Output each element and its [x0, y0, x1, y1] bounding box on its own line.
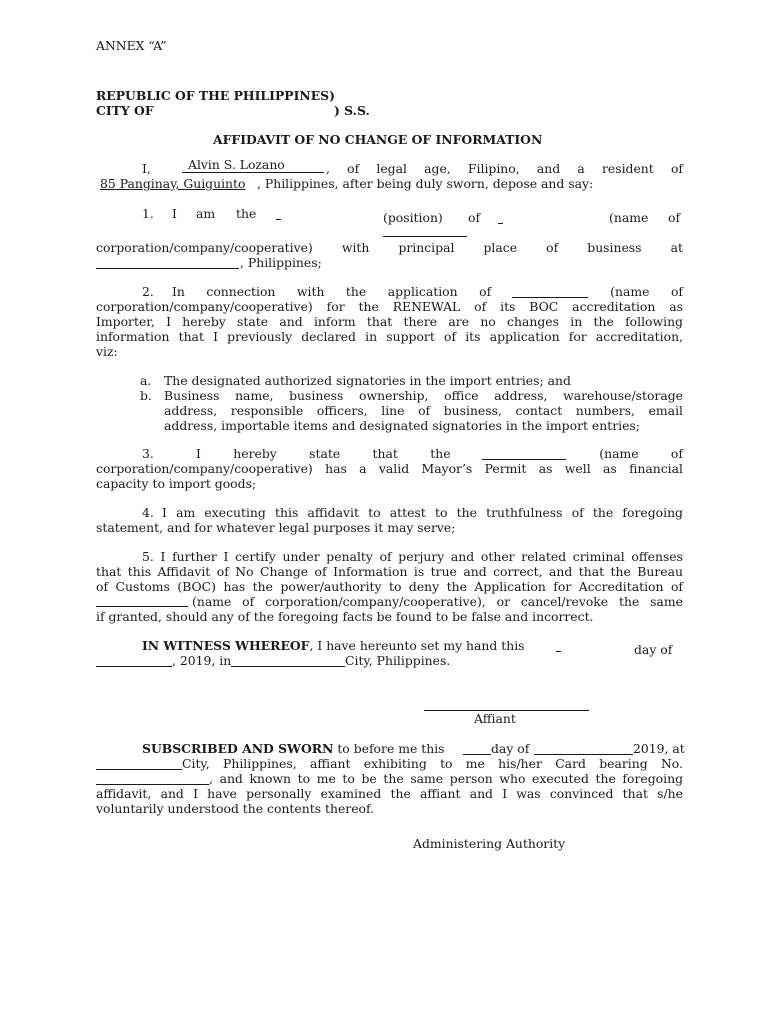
annex-label: ANNEX “A” — [96, 38, 167, 53]
item5-blank — [96, 606, 188, 607]
affiant-address: 85 Panginay, Guiguinto — [100, 176, 246, 191]
item3-paragraph: corporation/company/cooperative) has a valid Mayor’s Permit as well as financial capacity to import goods; — [96, 461, 683, 491]
intro-i: I, — [142, 161, 151, 176]
item5-line1: 5. I further I certify under penalty of perjury and other related criminal offenses — [142, 549, 683, 564]
item4-num: 4. — [142, 505, 154, 520]
witness-city-blank — [231, 666, 345, 667]
item5-line4: (name of corporation/company/cooperative), or cancel/revoke the same — [192, 594, 683, 609]
item1-line3: , Philippines; — [240, 255, 322, 270]
item4-line1: I am executing this affidavit to attest to the truthfulness of the foregoing — [162, 505, 683, 520]
item1-position: (position) — [383, 210, 443, 225]
list-item: b. Business name, business ownership, office address, warehouse/storage address, responsible officers, line of business, contact numbers, email address, importable items and designated signatories in the import entries; — [140, 388, 683, 433]
item5-paragraph: that this Affidavit of No Change of Information is true and correct, and that the Bureau of Customs (BOC) has the power/authority to deny the Application for Accreditation of — [96, 564, 683, 594]
affiant-label: Affiant — [474, 711, 516, 726]
item2-line1a: 2. — [142, 284, 154, 299]
witness-dash — [556, 651, 561, 652]
affiant-name-line — [182, 172, 324, 173]
item1-name: (name — [609, 210, 649, 225]
item2-line1: In connection with the application of (name of — [172, 284, 683, 299]
item1-w3: the — [236, 206, 257, 221]
change-list — [140, 373, 683, 433]
witness-dayof: day of — [634, 642, 673, 657]
list-item: a. The designated authorized signatories in the import entries; and — [140, 373, 571, 388]
item1-of2: of — [668, 210, 681, 225]
item1-position-line — [383, 236, 467, 237]
venue-republic: REPUBLIC OF THE PHILIPPINES) — [96, 88, 335, 103]
subscribed-dayof: day of — [491, 741, 530, 756]
administering-authority: Administering Authority — [413, 836, 566, 851]
item3-line1: I hereby state that the (name of — [196, 446, 683, 461]
item1-dash-1 — [276, 219, 281, 220]
subscribed-day-blank — [463, 754, 491, 755]
subscribed-line1: SUBSCRIBED AND SWORN to before me this — [142, 741, 445, 756]
item1-dash-2 — [498, 223, 503, 224]
item1-w1: I — [172, 206, 177, 221]
item3-blank — [482, 459, 566, 460]
intro-rest-1: , of legal age, Filipino, and a resident of — [326, 161, 683, 176]
item2-paragraph: corporation/company/cooperative) for the RENEWAL of its BOC accreditation as Importer, I hereby state and inform that there are no changes in the following information that I previously declared in support of its application for accreditation, viz: — [96, 299, 683, 359]
item4-line2: statement, and for whatever legal purposes it may serve; — [96, 520, 456, 535]
item1-line2: corporation/company/cooperative) with principal place of business at — [96, 240, 683, 255]
subscribed-line3: , and known to me to be the same person who executed the foregoing — [209, 771, 683, 786]
document-title: AFFIDAVIT OF NO CHANGE OF INFORMATION — [213, 132, 543, 147]
item1-w2: am — [196, 206, 216, 221]
item1-num: 1. — [142, 206, 154, 221]
subscribed-paragraph: affidavit, and I have personally examined the affiant and I was convinced that s/he voluntarily understood the contents thereof. — [96, 786, 683, 816]
subscribed-month-blank — [534, 754, 633, 755]
witness-day-blank — [96, 666, 172, 667]
item3-num: 3. — [142, 446, 154, 461]
witness-line1: IN WITNESS WHEREOF, I have hereunto set my hand this — [142, 638, 525, 653]
item5-line5: if granted, should any of the foregoing facts be found to be false and incorrect. — [96, 609, 594, 624]
subscribed-line2: City, Philippines, affiant exhibiting to me his/her Card bearing No. — [182, 756, 683, 771]
witness-line2a: , 2019, in — [172, 653, 232, 668]
witness-line2b: City, Philippines. — [345, 653, 451, 668]
subscribed-year: 2019, at — [633, 741, 685, 756]
item1-of: of — [468, 210, 481, 225]
affiant-name: Alvin S. Lozano — [188, 157, 285, 172]
subscribed-card-blank — [96, 784, 209, 785]
venue-ss: ) S.S. — [334, 103, 370, 118]
intro-rest-2: , Philippines, after being duly sworn, depose and say: — [257, 176, 594, 191]
item1-address-line — [96, 268, 239, 269]
venue-city: CITY OF — [96, 103, 154, 118]
subscribed-city-blank — [96, 769, 182, 770]
